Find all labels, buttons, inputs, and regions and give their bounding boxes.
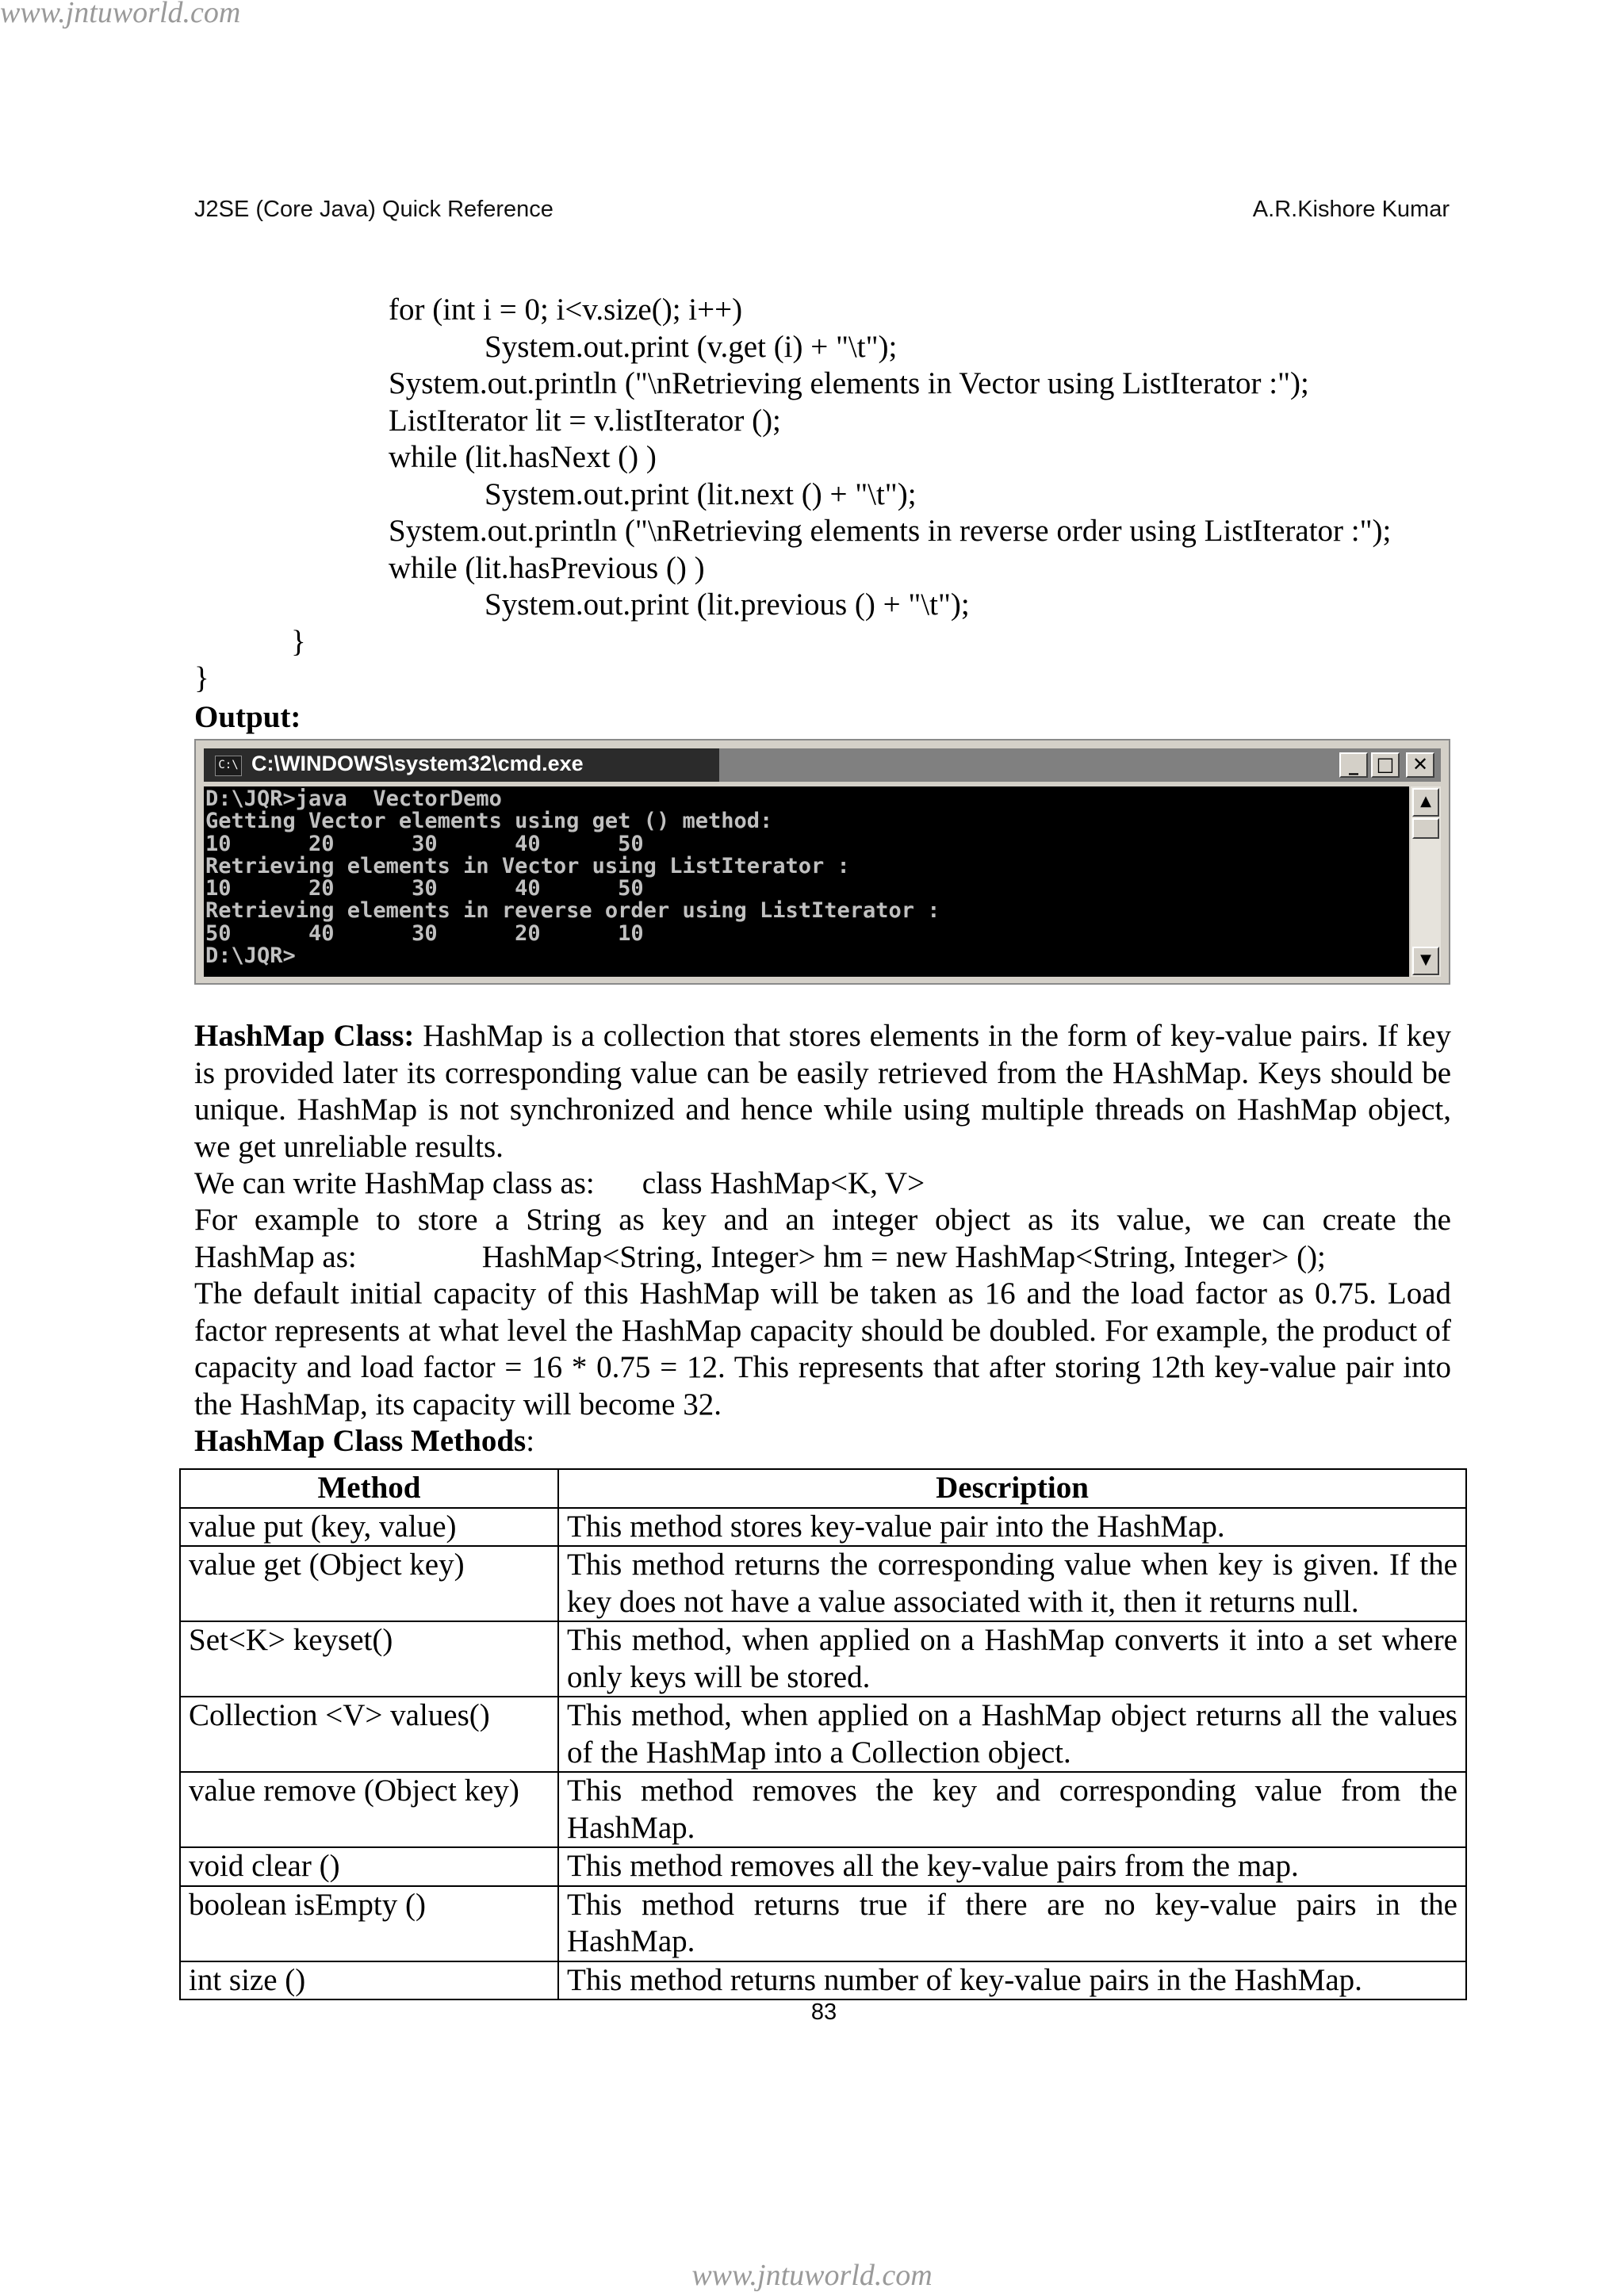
hashmap-heading: HashMap Class: [194, 1019, 415, 1053]
scroll-up-arrow-icon[interactable]: ▲ [1412, 788, 1439, 817]
table-row [180, 1546, 1466, 1621]
table-row [180, 1886, 1466, 1961]
running-header-author: A.R.Kishore Kumar [1252, 197, 1450, 222]
vertical-scrollbar[interactable] [1411, 786, 1441, 977]
method-cell: value put (key, value) [180, 1508, 558, 1547]
methods-heading-colon: : [526, 1424, 535, 1458]
maximize-button[interactable]: □ [1371, 752, 1400, 778]
titlebar-active-area [204, 748, 719, 782]
code-line: ListIterator lit = v.listIterator (); [389, 403, 781, 438]
write-as-line [194, 1165, 925, 1203]
console-line: 10 20 30 40 50 [205, 831, 644, 856]
table-row [180, 1847, 1466, 1886]
example-line-1: For example to store a String as key and an integer object as its value, we can create the [194, 1203, 1451, 1237]
column-header-description: Description [558, 1469, 1466, 1508]
table-row [180, 1961, 1466, 2000]
description-cell: This method removes the key and corresponding value from the HashMap. [558, 1772, 1466, 1847]
console-title: C:\WINDOWS\system32\cmd.exe [251, 752, 584, 775]
hashmap-intro-paragraph [194, 1018, 1451, 1165]
watermark-top: www.jntuworld.com [0, 0, 241, 29]
console-window [194, 739, 1450, 985]
console-line: Getting Vector elements using get () method: [205, 809, 773, 834]
method-cell: boolean isEmpty () [180, 1886, 558, 1961]
scroll-thumb[interactable] [1412, 818, 1439, 839]
column-header-method: Method [180, 1469, 558, 1508]
console-line: Retrieving elements in reverse order using ListIterator : [205, 898, 940, 924]
description-cell: This method returns true if there are no key-value pairs in the HashMap. [558, 1886, 1466, 1961]
method-cell: value remove (Object key) [180, 1772, 558, 1847]
code-line: System.out.print (lit.next () + "\t"); [485, 476, 917, 511]
code-line: System.out.println ("\nRetrieving elements in reverse order using ListIterator :"); [389, 514, 1392, 548]
console-line: 50 40 30 20 10 [205, 920, 644, 946]
scroll-down-arrow-icon[interactable]: ▼ [1412, 947, 1439, 975]
code-line: System.out.println ("\nRetrieving elements in Vector using ListIterator :"); [389, 366, 1309, 400]
table-header-row [180, 1469, 1466, 1508]
method-cell: Set<K> keyset() [180, 1621, 558, 1697]
code-line: } [194, 661, 209, 695]
hashmap-intro-text: HashMap is a collection that stores elements in the form of key-value pairs. If key is provided later its corresponding value can be easily retrieved from the HAshMap. Keys should be unique. HashMap is not synchronized and hence while using multiple threads on HashMap object, we get unreliable results. [194, 1019, 1451, 1164]
console-line: D:\JQR> [205, 943, 296, 969]
console-line: Retrieving elements in Vector using ListIterator : [205, 853, 850, 878]
methods-heading-bold: HashMap Class Methods [194, 1424, 527, 1458]
console-line: 10 20 30 40 50 [205, 876, 644, 901]
description-cell: This method returns the corresponding value when key is given. If the key does not have a value associated with it, then it returns null. [558, 1546, 1466, 1621]
page-number: 83 [810, 1999, 837, 2025]
code-line: while (lit.hasNext () ) [389, 440, 657, 474]
code-listing [194, 292, 1391, 698]
method-cell: value get (Object key) [180, 1546, 558, 1621]
methods-heading [194, 1423, 534, 1460]
output-label: Output: [194, 700, 301, 734]
console-output[interactable] [204, 786, 1409, 977]
description-cell: This method stores key-value pair into the HashMap. [558, 1508, 1466, 1547]
method-cell: void clear () [180, 1847, 558, 1886]
running-header-title: J2SE (Core Java) Quick Reference [194, 197, 553, 222]
capacity-paragraph: The default initial capacity of this HashMap will be taken as 16 and the load factor as 0.75. Load factor represents at what level the HashMap capacity should be doubled. For example, the product of capacity and load factor = 16 * 0.75 = 12. This represents that after storing 12th key-value pair into the HashMap, its capacity will become 32. [194, 1276, 1451, 1422]
table-row [180, 1508, 1466, 1547]
hashmap-methods-table [179, 1468, 1467, 2000]
console-titlebar[interactable] [204, 748, 1441, 782]
code-line: } [291, 624, 306, 659]
example-code: HashMap<String, Integer> hm = new HashMap<String, Integer> (); [481, 1240, 1326, 1274]
description-cell: This method removes all the key-value pairs from the map. [558, 1847, 1466, 1886]
console-line: D:\JQR>java VectorDemo [205, 786, 502, 811]
code-line: System.out.print (lit.previous () + "\t"); [485, 587, 970, 622]
code-line: System.out.print (v.get (i) + "\t"); [485, 329, 898, 364]
write-as-label: We can write HashMap class as: [194, 1166, 595, 1200]
table-row [180, 1697, 1466, 1772]
description-cell: This method, when applied on a HashMap object returns all the values of the HashMap into a Collection object. [558, 1697, 1466, 1772]
example-label: HashMap as: [194, 1240, 357, 1274]
close-button[interactable]: ✕ [1406, 752, 1434, 778]
example-line-2 [194, 1239, 1326, 1276]
cmd-icon: C:\ [215, 756, 242, 776]
code-line: while (lit.hasPrevious () ) [389, 550, 705, 585]
write-as-code: class HashMap<K, V> [642, 1166, 925, 1200]
description-cell: This method, when applied on a HashMap converts it into a set where only keys will be stored. [558, 1621, 1466, 1697]
table-row [180, 1772, 1466, 1847]
code-line: for (int i = 0; i<v.size(); i++) [389, 293, 743, 327]
method-cell: Collection <V> values() [180, 1697, 558, 1772]
method-cell: int size () [180, 1961, 558, 2000]
minimize-button[interactable]: _ [1339, 752, 1368, 778]
watermark-bottom: www.jntuworld.com [691, 2259, 933, 2292]
description-cell: This method returns number of key-value pairs in the HashMap. [558, 1961, 1466, 2000]
table-row [180, 1621, 1466, 1697]
